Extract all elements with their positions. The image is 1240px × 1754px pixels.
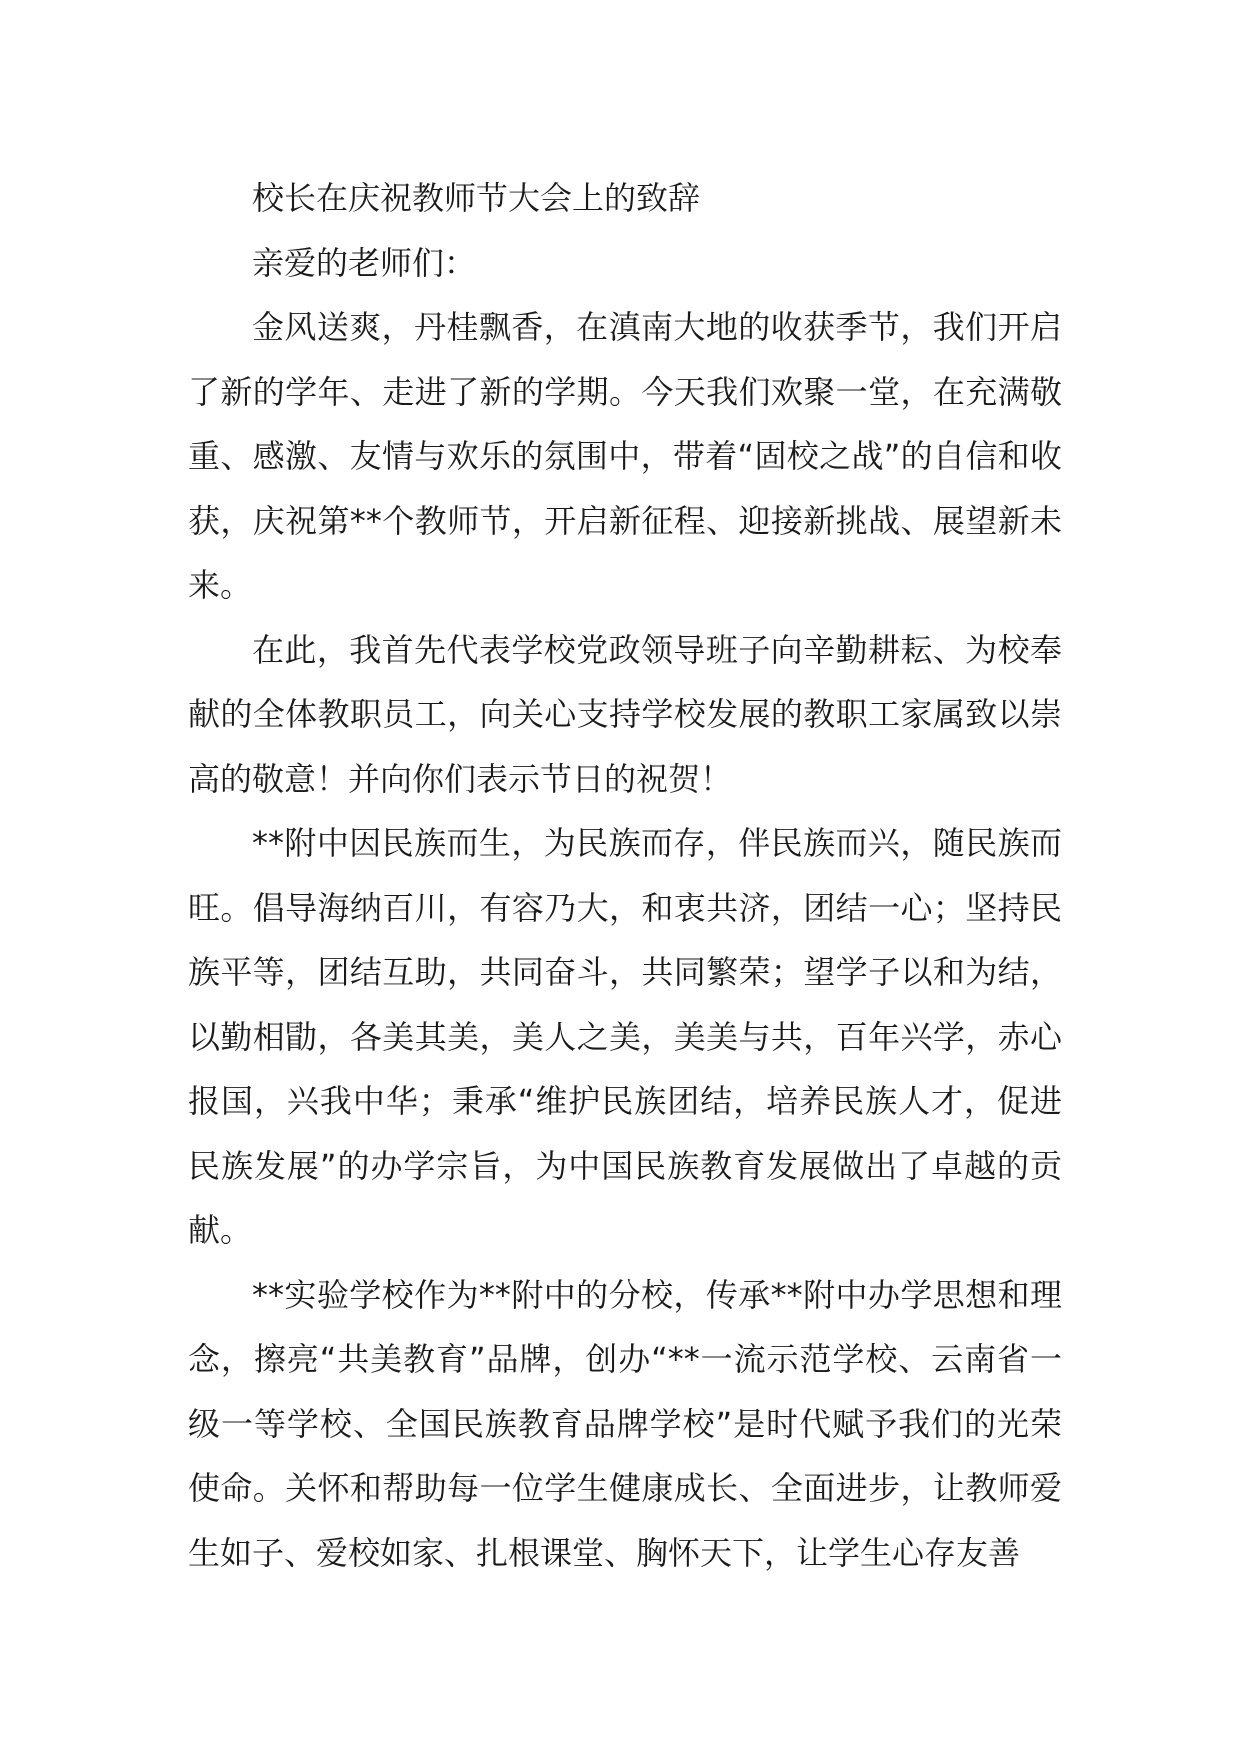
document-page — [188, 166, 1062, 1585]
paragraph-2: 在此，我首先代表学校党政领导班子向辛勤耕耘、为校奉献的全体教职员工，向关心支持学校发展的教职工家属致以崇高的敬意！并向你们表示节日的祝贺！ — [188, 630, 1062, 798]
speech-title: 校长在庆祝教师节大会上的致辞 — [252, 179, 701, 217]
salutation: 亲爱的老师们： — [252, 243, 477, 282]
paragraph-4: **实验学校作为**附中的分校，传承**附中办学思想和理念，擦亮“共美教育”品牌，创办“**一流示范学校、云南省一级一等学校、全国民族教育品牌学校”是时代赋予我们的光荣使命。关怀和帮助每一位学生健康成长、全面进步，让教师爱生如子、爱校如家、扎根课堂、胸怀天下，让学生心存友善 — [188, 1275, 1062, 1572]
paragraph-3: **附中因民族而生，为民族而存，伴民族而兴，随民族而旺。倡导海纳百川，有容乃大，和衷共济，团结一心；坚持民族平等，团结互助，共同奋斗，共同繁荣；望学子以和为结，以勤相勖，各美其美，美人之美，美美与共，百年兴学，赤心报国，兴我中华；秉承“维护民族团结，培养民族人才，促进民族发展”的办学宗旨，为中国民族教育发展做出了卓越的贡献。 — [188, 824, 1062, 1249]
paragraph-1: 金风送爽，丹桂飘香，在滇南大地的收获季节，我们开启了新的学年、走进了新的学期。今天我们欢聚一堂，在充满敬重、感激、友情与欢乐的氛围中，带着“固校之战”的自信和收获，庆祝第**个教师节，开启新征程、迎接新挑战、展望新未来。 — [188, 308, 1062, 604]
